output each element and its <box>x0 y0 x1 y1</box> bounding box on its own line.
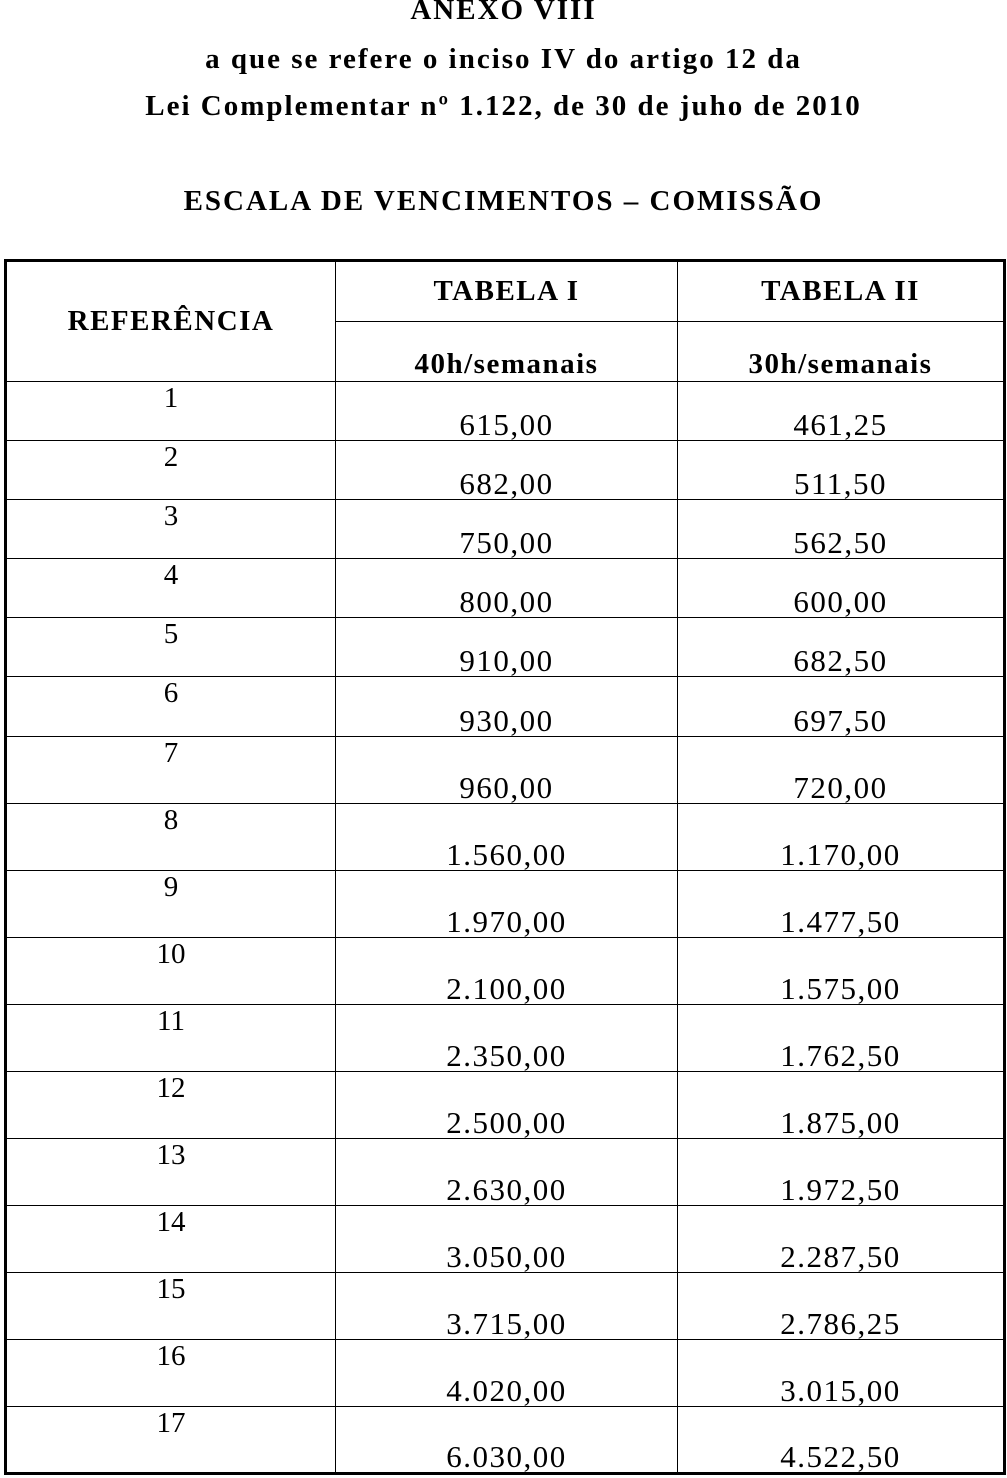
law-reference-line: Lei Complementar nº 1.122, de 30 de juho de 2010 <box>145 90 862 122</box>
header-referencia: REFERÊNCIA <box>6 261 336 382</box>
table-row <box>6 500 1005 559</box>
referencia-cell: 3 <box>6 500 336 559</box>
tabela-1-value: 2.630,00 <box>336 1139 678 1206</box>
tabela-1-value: 4.020,00 <box>336 1340 678 1407</box>
referencia-cell: 4 <box>6 559 336 618</box>
tabela-1-value: 3.050,00 <box>336 1206 678 1273</box>
tabela-2-value: 461,25 <box>678 382 1005 441</box>
header-tabela-1: TABELA I <box>336 261 678 322</box>
referencia-cell: 15 <box>6 1273 336 1340</box>
table-row <box>6 1340 1005 1407</box>
tabela-2-value: 1.170,00 <box>678 804 1005 871</box>
table-row <box>6 737 1005 804</box>
tabela-2-value: 1.575,00 <box>678 938 1005 1005</box>
table-row <box>6 1072 1005 1139</box>
table-row <box>6 441 1005 500</box>
header-hours-1: 40h/semanais <box>336 322 678 382</box>
tabela-1-value: 682,00 <box>336 441 678 500</box>
tabela-2-value: 511,50 <box>678 441 1005 500</box>
tabela-2-value: 2.786,25 <box>678 1273 1005 1340</box>
tabela-1-value: 2.350,00 <box>336 1005 678 1072</box>
referencia-cell: 14 <box>6 1206 336 1273</box>
tabela-2-value: 562,50 <box>678 500 1005 559</box>
table-row <box>6 1273 1005 1340</box>
header-hours-2: 30h/semanais <box>678 322 1005 382</box>
referencia-cell: 16 <box>6 1340 336 1407</box>
tabela-1-value: 1.970,00 <box>336 871 678 938</box>
referencia-cell: 17 <box>6 1407 336 1474</box>
referencia-cell: 9 <box>6 871 336 938</box>
salary-scale-table <box>4 259 1006 1475</box>
annex-title: ANEXO VIII <box>410 0 597 26</box>
tabela-1-value: 960,00 <box>336 737 678 804</box>
tabela-1-value: 615,00 <box>336 382 678 441</box>
tabela-1-value: 930,00 <box>336 677 678 737</box>
tabela-2-value: 1.972,50 <box>678 1139 1005 1206</box>
table-row <box>6 1407 1005 1474</box>
table-header <box>6 261 1005 382</box>
tabela-1-value: 1.560,00 <box>336 804 678 871</box>
tabela-2-value: 697,50 <box>678 677 1005 737</box>
table-row <box>6 382 1005 441</box>
tabela-1-value: 2.500,00 <box>336 1072 678 1139</box>
tabela-2-value: 720,00 <box>678 737 1005 804</box>
referencia-cell: 5 <box>6 618 336 677</box>
header-tabela-2: TABELA II <box>678 261 1005 322</box>
tabela-2-value: 1.477,50 <box>678 871 1005 938</box>
table-row <box>6 1139 1005 1206</box>
referencia-cell: 13 <box>6 1139 336 1206</box>
tabela-2-value: 600,00 <box>678 559 1005 618</box>
tabela-2-value: 4.522,50 <box>678 1407 1005 1474</box>
tabela-2-value: 1.875,00 <box>678 1072 1005 1139</box>
tabela-2-value: 682,50 <box>678 618 1005 677</box>
tabela-1-value: 2.100,00 <box>336 938 678 1005</box>
referencia-cell: 8 <box>6 804 336 871</box>
referencia-cell: 11 <box>6 1005 336 1072</box>
tabela-1-value: 910,00 <box>336 618 678 677</box>
tabela-1-value: 6.030,00 <box>336 1407 678 1474</box>
table-row <box>6 677 1005 737</box>
tabela-1-value: 750,00 <box>336 500 678 559</box>
tabela-2-value: 1.762,50 <box>678 1005 1005 1072</box>
referencia-cell: 12 <box>6 1072 336 1139</box>
table-row <box>6 804 1005 871</box>
referencia-cell: 1 <box>6 382 336 441</box>
tabela-2-value: 2.287,50 <box>678 1206 1005 1273</box>
table-row <box>6 1005 1005 1072</box>
table-body <box>6 382 1005 1474</box>
referencia-cell: 7 <box>6 737 336 804</box>
table-row <box>6 618 1005 677</box>
tabela-1-value: 800,00 <box>336 559 678 618</box>
tabela-1-value: 3.715,00 <box>336 1273 678 1340</box>
table-row <box>6 938 1005 1005</box>
table-row <box>6 871 1005 938</box>
referencia-cell: 6 <box>6 677 336 737</box>
referencia-cell: 10 <box>6 938 336 1005</box>
table-row <box>6 1206 1005 1273</box>
referencia-cell: 2 <box>6 441 336 500</box>
tabela-2-value: 3.015,00 <box>678 1340 1005 1407</box>
table-row <box>6 559 1005 618</box>
scale-subtitle: ESCALA DE VENCIMENTOS – COMISSÃO <box>183 185 824 217</box>
annex-reference-line: a que se refere o inciso IV do artigo 12 da <box>205 43 802 75</box>
